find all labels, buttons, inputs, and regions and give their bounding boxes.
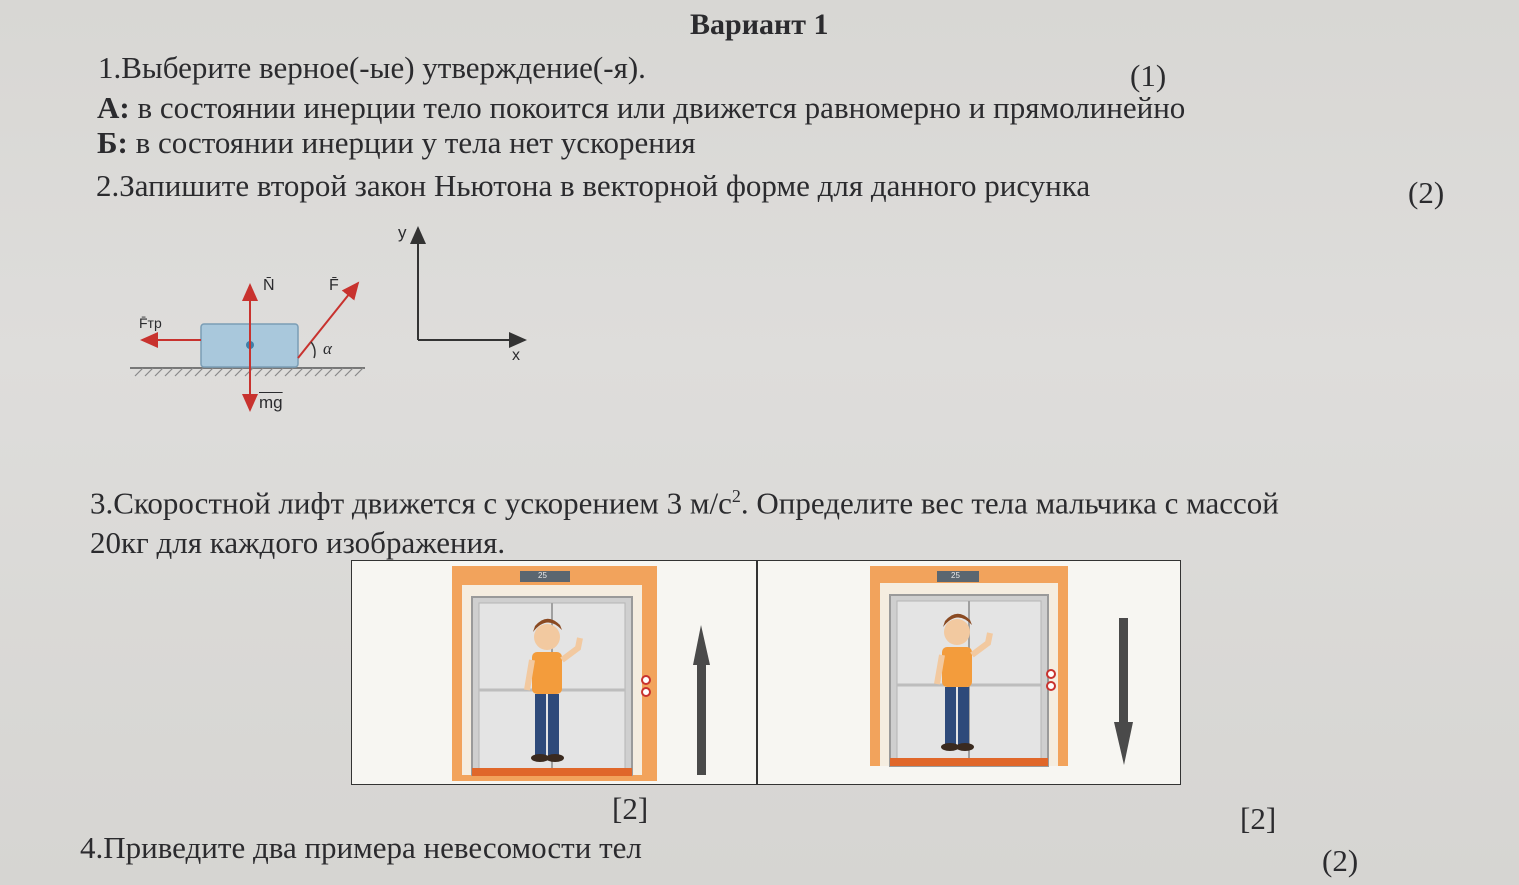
q2-points: (2)	[1408, 175, 1445, 210]
q1-a-text: в состоянии инерции тело покоится или движется равномерно и прямолинейно	[129, 90, 1186, 125]
q3-left-points: [2]	[612, 791, 649, 826]
acceleration-down-arrow	[1114, 618, 1133, 765]
q1-text: 1.Выберите верное(-ые) утверждение(-я).	[98, 50, 646, 85]
q4-text: 4.Приведите два примера невесомости тел	[80, 830, 642, 865]
lift-right	[870, 566, 1068, 766]
q3-superscript: 2	[731, 486, 741, 506]
floor-number-left: 25	[538, 571, 547, 580]
q1-b-text: в состоянии инерции у тела нет ускорения	[127, 125, 696, 160]
label-applied-force: F̄	[329, 277, 339, 294]
q3-right-points: [2]	[1240, 801, 1277, 836]
q1-a-prefix: А:	[97, 90, 130, 125]
label-friction-force: F̄тр	[139, 315, 162, 331]
label-normal-force: N̄	[263, 277, 275, 294]
q3-text-a: 3.Скоростной лифт движется с ускорением 3 м/с	[90, 485, 732, 521]
label-gravity-force: $\overline{mg}$	[259, 393, 283, 412]
label-axis-y: y	[398, 223, 407, 242]
label-angle-alpha: α	[323, 339, 332, 358]
label-axis-x: x	[512, 347, 520, 364]
q1-b-prefix: Б:	[97, 125, 128, 160]
lift-left	[452, 566, 657, 781]
variant-title: Вариант 1	[690, 8, 829, 41]
q3-line-2: 20кг для каждого изображения.	[90, 525, 506, 560]
q1-points: (1)	[1130, 58, 1167, 93]
acceleration-up-arrow	[693, 625, 710, 775]
q2-text: 2.Запишите второй закон Ньютона в векторной форме для данного рисунка	[96, 168, 1091, 203]
q3-text-b: . Определите вес тела мальчика с массой	[740, 485, 1279, 521]
floor-number-right: 25	[951, 571, 960, 580]
q4-points: (2)	[1322, 843, 1359, 878]
